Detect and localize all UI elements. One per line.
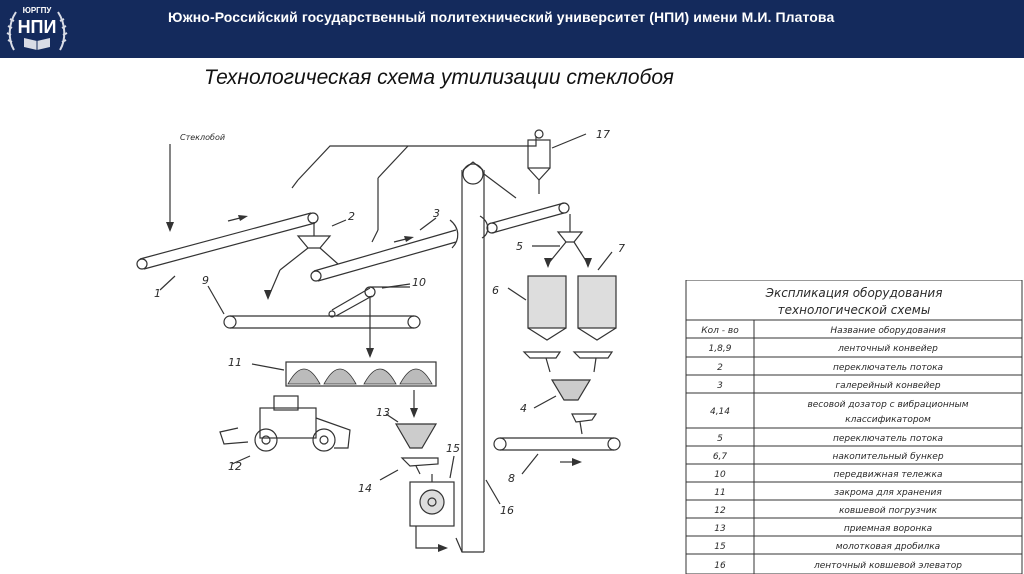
gallery-conveyor-3 [311, 220, 458, 281]
doser-14 [402, 458, 438, 474]
university-logo [4, 2, 70, 56]
legend-row-name: молотковая дробилка [835, 542, 941, 552]
label-7: 7 [618, 242, 625, 255]
label-1: 1 [154, 287, 161, 300]
legend-row-name: ленточный ковшевой элеватор [814, 561, 962, 571]
wheel-loader-12 [220, 396, 350, 451]
hammer-crusher-15 [410, 474, 454, 526]
label-15: 15 [446, 442, 460, 455]
hopper-17 [528, 130, 550, 194]
doser-4 [552, 380, 596, 434]
upper-conveyor [480, 203, 569, 238]
svg-text:ЮРГПУ: ЮРГПУ [22, 6, 52, 15]
legend-row-name: переключатель потока [832, 363, 944, 373]
legend-col-name: Название оборудования [830, 326, 946, 336]
university-name: Южно-Российский государственный политехнический университет (НПИ) имени М.И. Платова [168, 9, 835, 25]
conveyor-9 [224, 316, 420, 328]
mobile-carriage-10 [329, 287, 410, 358]
legend-row-num: 15 [714, 542, 726, 552]
legend-row-num: 6,7 [712, 452, 728, 462]
label-2: 2 [348, 210, 355, 223]
legend-row-name: приемная воронка [843, 524, 933, 534]
label-8: 8 [508, 472, 515, 485]
legend-row-name: накопительный бункер [832, 452, 944, 462]
legend-row-num: 4,14 [709, 407, 731, 417]
gallery-frame [292, 136, 536, 242]
equipment-legend-table [684, 280, 1024, 574]
legend-row-num: 5 [717, 434, 723, 444]
label-5: 5 [516, 240, 523, 253]
receiving-funnel-13 [396, 424, 436, 448]
label-13: 13 [376, 406, 390, 419]
storage-bins-11 [286, 362, 436, 386]
process-scheme-diagram [120, 118, 680, 574]
legend-row-num: 1,8,9 [708, 344, 732, 354]
label-10: 10 [412, 276, 426, 289]
legend-row-num: 11 [714, 488, 726, 498]
legend-row-num: 3 [717, 381, 723, 391]
label-9: 9 [202, 274, 209, 287]
bunker-7 [578, 276, 616, 340]
label-14: 14 [358, 482, 372, 495]
svg-text:НПИ: НПИ [17, 17, 57, 37]
legend-title-line1: Экспликация оборудования [765, 286, 943, 300]
label-11: 11 [228, 356, 242, 369]
label-3: 3 [433, 207, 440, 220]
bunker-6 [528, 276, 566, 340]
label-4: 4 [520, 402, 527, 415]
legend-row-name: переключатель потока [832, 434, 944, 444]
legend-row-name: передвижная тележка [833, 470, 943, 480]
legend-row-name: ленточный конвейер [838, 344, 938, 354]
legend-col-qty: Кол - во [701, 326, 739, 336]
legend-row-num: 10 [714, 470, 726, 480]
conveyor-1 [137, 213, 318, 269]
bucket-elevator-16 [456, 162, 516, 552]
legend-row-name-cont: классификатором [845, 415, 931, 425]
header-bar [0, 0, 1024, 58]
legend-row-num: 16 [714, 561, 726, 571]
legend-row-name: галерейный конвейер [835, 381, 941, 391]
legend-row-num: 12 [714, 506, 726, 516]
legend-title-line2: технологической схемы [777, 303, 931, 317]
legend-row-name: закрома для хранения [834, 488, 942, 498]
input-label: Стеклобой [180, 133, 226, 142]
flow-switch-5 [544, 214, 592, 268]
label-6: 6 [492, 284, 499, 297]
legend-row-name: ковшевой погрузчик [838, 506, 938, 516]
label-12: 12 [228, 460, 242, 473]
slide-title: Технологическая схема утилизации стеклобоя [204, 66, 674, 89]
label-17: 17 [596, 128, 610, 141]
conveyor-8 [494, 438, 620, 466]
legend-row-num: 13 [714, 524, 726, 534]
label-16: 16 [500, 504, 514, 517]
legend-row-name: весовой дозатор с вибрационным [807, 400, 969, 410]
legend-row-num: 2 [717, 363, 723, 373]
